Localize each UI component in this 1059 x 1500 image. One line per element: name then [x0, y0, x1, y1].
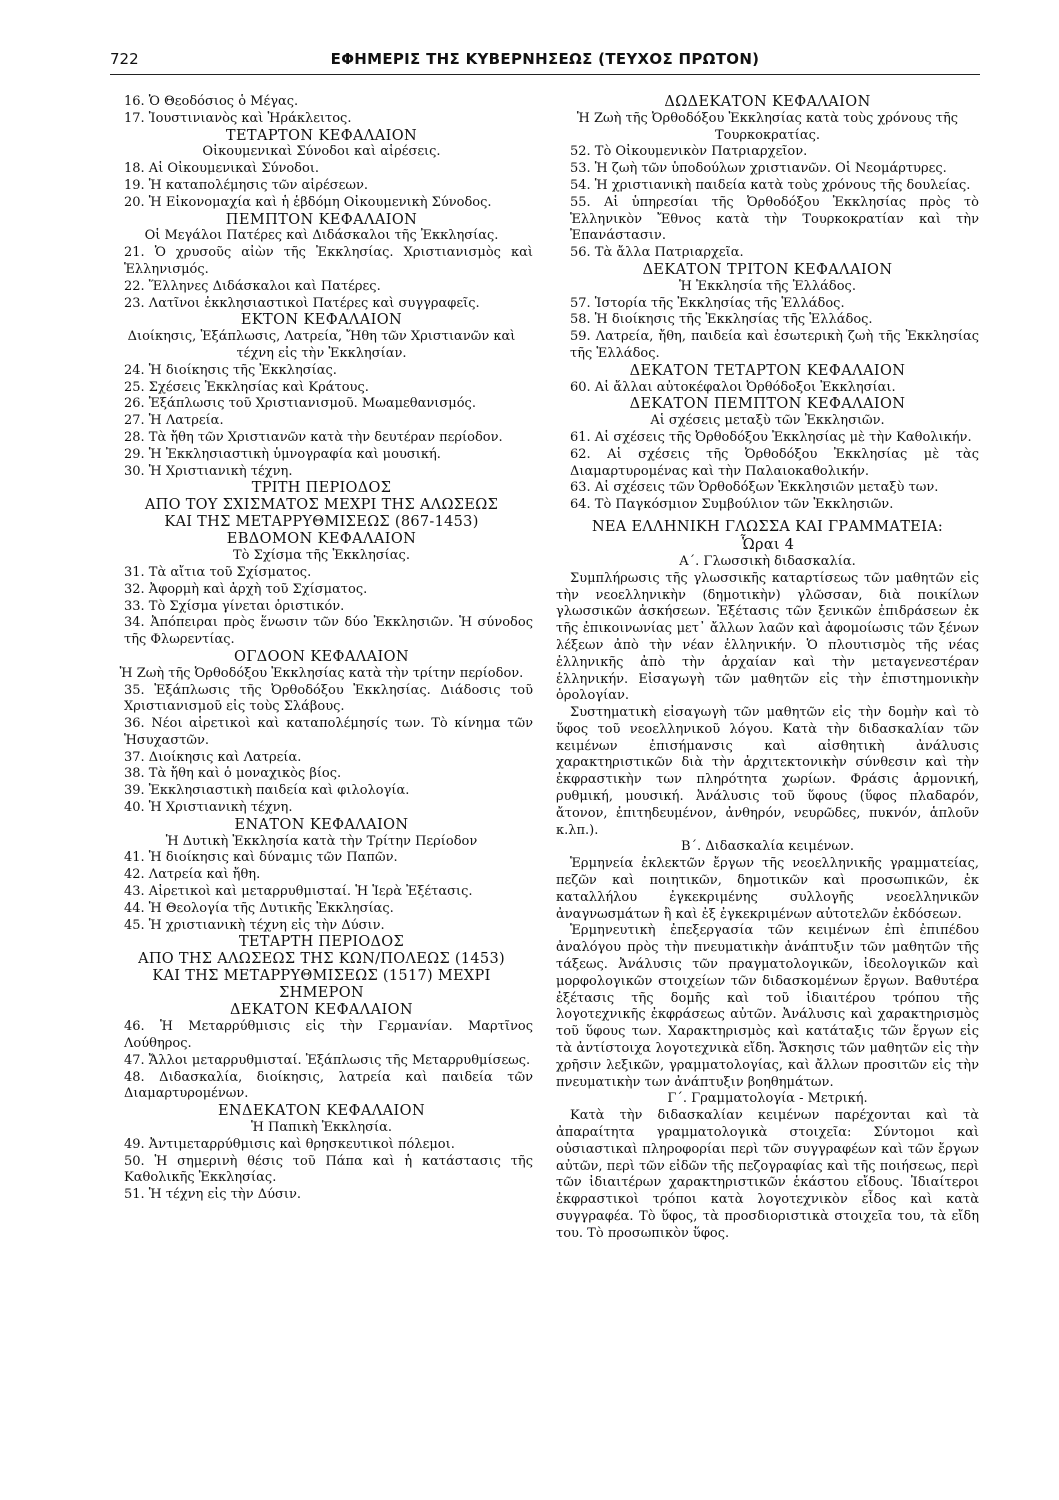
list-item: 58. Ἡ διοίκησις τῆς Ἐκκλησίας τῆς Ἑλλάδος. [570, 312, 873, 328]
paragraph: Κατὰ τὴν διδασκαλίαν κειμένων παρέχονται καὶ τὰ ἀπαραίτητα γραμματολογικὰ στοιχεῖα: Σύντομοι καὶ οὐσιαστικαὶ πληροφορίαι περὶ τῶν συγγραφέων καὶ τῶν ἔργων αὐτῶν, περὶ τῶν εἰδῶν τῆς πεζογραφίας καὶ τῆς ποιήσεως, περὶ τῶν ἰδιαιτέρων χαρακτηριστικῶν ἑκάστου εἴδους. Ἰδιαίτεροι ἐκφραστικοὶ τρόποι κατὰ λογοτεχνικὸν εἶδος καὶ κατὰ συγγραφέα. Τὸ ὕφος, τὰ προσδιοριστικὰ στοιχεῖα του, τὰ εἴδη του. Τὸ προσωπικὸν ὕφος. [556, 1108, 979, 1241]
list-item: 62. Αἱ σχέσεις τῆς Ὀρθοδόξου Ἐκκλησίας μὲ τὰς Διαμαρτυρομένας καὶ τὴν Παλαιοκαθολικήν. [570, 446, 979, 479]
chapter-subtitle: Τὸ Σχίσμα τῆς Ἐκκλησίας. [233, 548, 410, 564]
chapter-subtitle: Ἡ Ἐκκλησία τῆς Ἑλλάδος. [679, 278, 856, 294]
gazette-title: ΕΦΗΜΕΡΙΣ ΤΗΣ ΚΥΒΕΡΝΗΣΕΩΣ (ΤΕΥΧΟΣ ΠΡΩΤΟΝ) [330, 50, 760, 68]
list-item: 45. Ἡ χριστιανικὴ τέχνη εἰς τὴν Δύσιν. [124, 917, 385, 933]
list-item: 29. Ἡ Ἐκκλησιαστικὴ ὑμνογραφία καὶ μουσική. [124, 446, 441, 462]
list-item: 40. Ἡ Χριστιανικὴ τέχνη. [124, 800, 293, 816]
page-number: 722 [110, 50, 139, 68]
page-header [110, 44, 980, 75]
list-item: 41. Ἡ διοίκησις καὶ δύναμις τῶν Παπῶν. [124, 850, 398, 866]
list-item: 46. Ἡ Μεταρρύθμισις εἰς τὴν Γερμανίαν. Μαρτῖνος Λούθηρος. [124, 1019, 533, 1052]
list-item: 49. Ἀντιμεταρρύθμισις καὶ θρησκευτικοὶ πόλεμοι. [124, 1136, 455, 1152]
list-item: 61. Αἱ σχέσεις τῆς Ὀρθοδόξου Ἐκκλησίας μὲ τὴν Καθολικήν. [570, 429, 972, 445]
list-item: 60. Αἱ ἄλλαι αὐτοκέφαλοι Ὀρθόδοξοι Ἐκκλησίαι. [570, 379, 896, 395]
chapter-heading: ΔΕΚΑΤΟΝ ΚΕΦΑΛΑΙΟΝ [229, 1002, 414, 1019]
list-item: 56. Τὰ ἄλλα Πατριαρχεῖα. [570, 245, 744, 261]
list-item: 57. Ἱστορία τῆς Ἐκκλησίας τῆς Ἑλλάδος. [570, 295, 845, 311]
chapter-heading: ΔΕΚΑΤΟΝ ΤΡΙΤΟΝ ΚΕΦΑΛΑΙΟΝ [642, 261, 893, 278]
period-subheading: ΑΠΟ ΤΗΣ ΑΛΩΣΕΩΣ ΤΗΣ ΚΩΝ/ΠΟΛΕΩΣ (1453) [138, 951, 505, 968]
list-item: 28. Τὰ ἤθη τῶν Χριστιανῶν κατὰ τὴν δευτέραν περίοδον. [124, 429, 503, 445]
list-item: 52. Τὸ Οἰκουμενικὸν Πατριαρχεῖον. [570, 144, 808, 160]
list-item: 22. Ἕλληνες Διδάσκαλοι καὶ Πατέρες. [124, 278, 381, 294]
chapter-subtitle: Ἡ Δυτικὴ Ἐκκλησία κατὰ τὴν Τρίτην Περίοδον [165, 833, 478, 849]
list-item: 44. Ἡ Θεολογία τῆς Δυτικῆς Ἐκκλησίας. [124, 900, 394, 916]
chapter-subtitle: Οἱ Μεγάλοι Πατέρες καὶ Διδάσκαλοι τῆς Ἐκκλησίας. [144, 228, 499, 244]
list-item: 37. Διοίκησις καὶ Λατρεία. [124, 749, 302, 765]
list-item: 48. Διδασκαλία, διοίκησις, λατρεία καὶ παιδεία τῶν Διαμαρτυρομένων. [124, 1069, 533, 1102]
period-subheading: ΚΑΙ ΤΗΣ ΜΕΤΑΡΡΥΘΜΙΣΕΩΣ (867-1453) [164, 514, 479, 531]
list-item: 30. Ἡ Χριστιανικὴ τέχνη. [124, 463, 293, 479]
list-item: 32. Ἀφορμὴ καὶ ἀρχὴ τοῦ Σχίσματος. [124, 581, 368, 597]
list-item: 23. Λατῖνοι ἐκκλησιαστικοὶ Πατέρες καὶ συγγραφεῖς. [124, 295, 480, 311]
chapter-heading: ΕΝΔΕΚΑΤΟΝ ΚΕΦΑΛΑΙΟΝ [217, 1103, 426, 1120]
chapter-heading: ΔΕΚΑΤΟΝ ΤΕΤΑΡΤΟΝ ΚΕΦΑΛΑΙΟΝ [629, 362, 906, 379]
list-item: 43. Αἱρετικοὶ καὶ μεταρρυθμισταί. Ἡ Ἱερὰ Ἐξέτασις. [124, 884, 473, 900]
list-item: 21. Ὁ χρυσοῦς αἰὼν τῆς Ἐκκλησίας. Χριστιανισμὸς καὶ Ἑλληνισμός. [124, 245, 533, 277]
section-heading: Β΄. Διδασκαλία κειμένων. [680, 839, 855, 855]
chapter-subtitle: Διοίκησις, Ἐξάπλωσις, Λατρεία, Ἤθη τῶν Χριστιανῶν καὶ τέχνη εἰς τὴν Ἐκκλησίαν. [127, 329, 516, 361]
subject-hours: Ὧραι 4 [740, 536, 795, 553]
list-item: 53. Ἡ ζωὴ τῶν ὑποδούλων χριστιανῶν. Οἱ Νεομάρτυρες. [570, 161, 947, 177]
list-item: 19. Ἡ καταπολέμησις τῶν αἱρέσεων. [124, 177, 369, 193]
chapter-heading: ΠΕΜΠΤΟΝ ΚΕΦΑΛΑΙΟΝ [225, 211, 418, 228]
list-item: 33. Τὸ Σχίσμα γίνεται ὁριστικόν. [124, 598, 345, 614]
chapter-heading: ΕΚΤΟΝ ΚΕΦΑΛΑΙΟΝ [240, 312, 403, 329]
period-heading: ΤΕΤΑΡΤΗ ΠΕΡΙΟΔΟΣ [238, 934, 405, 951]
list-item: 64. Τὸ Παγκόσμιον Συμβούλιον τῶν Ἐκκλησιῶν. [570, 497, 894, 513]
list-item: 59. Λατρεία, ἤθη, παιδεία καὶ ἐσωτερικὴ ζωὴ τῆς Ἐκκλησίας τῆς Ἑλλάδος. [570, 329, 979, 361]
list-item: 18. Αἱ Οἰκουμενικαὶ Σύνοδοι. [124, 161, 320, 177]
chapter-heading: ΔΕΚΑΤΟΝ ΠΕΜΠΤΟΝ ΚΕΦΑΛΑΙΟΝ [629, 396, 906, 413]
list-item: 38. Τὰ ἤθη καὶ ὁ μοναχικὸς βίος. [124, 766, 342, 782]
right-column [556, 94, 979, 1243]
list-item: 47. Ἄλλοι μεταρρυθμισταί. Ἐξάπλωσις τῆς Μεταρρυθμίσεως. [124, 1052, 531, 1068]
list-item: 54. Ἡ χριστιανικὴ παιδεία κατὰ τοὺς χρόνους τῆς δουλείας. [570, 177, 971, 193]
chapter-subtitle: Ἡ Ζωὴ τῆς Ὀρθοδόξου Ἐκκλησίας κατὰ τοὺς χρόνους τῆς Τουρκοκρατίας. [576, 110, 959, 143]
chapter-subtitle: Ἡ Παπικὴ Ἐκκλησία. [250, 1120, 393, 1136]
list-item: 36. Νέοι αἱρετικοὶ καὶ καταπολέμησίς των. Τὸ κίνημα τῶν Ἡσυχαστῶν. [124, 716, 533, 748]
paragraph: Ἑρμηνεία ἐκλεκτῶν ἔργων τῆς νεοελληνικῆς γραμματείας, πεζῶν καὶ ποιητικῶν, δημοτικῶν καὶ προσωπικῶν, ἐκ καταλλήλου ἐγκεκριμένης συλλογῆς νεοελληνικῶν ἀναγνωσμάτων ἢ καὶ ἐξ ἐγκεκριμένων αὐτοτελῶν ἐκδόσεων. [556, 856, 979, 922]
chapter-heading: ΤΕΤΑΡΤΟΝ ΚΕΦΑΛΑΙΟΝ [225, 127, 418, 144]
period-heading: ΤΡΙΤΗ ΠΕΡΙΟΔΟΣ [251, 480, 392, 497]
chapter-heading: ΔΩΔΕΚΑΤΟΝ ΚΕΦΑΛΑΙΟΝ [664, 94, 871, 110]
subject-heading: ΝΕΑ ΕΛΛΗΝΙΚΗ ΓΛΩΣΣΑ ΚΑΙ ΓΡΑΜΜΑΤΕΙΑ: [591, 518, 944, 535]
period-subheading: ΑΠΟ ΤΟΥ ΣΧΙΣΜΑΤΟΣ ΜΕΧΡΙ ΤΗΣ ΑΛΩΣΕΩΣ [144, 497, 499, 514]
list-item: 35. Ἐξάπλωσις τῆς Ὀρθοδόξου Ἐκκλησίας. Διάδοσις τοῦ Χριστιανισμοῦ εἰς τοὺς Σλάβους. [124, 682, 533, 715]
list-item: 51. Ἡ τέχνη εἰς τὴν Δύσιν. [124, 1187, 302, 1203]
list-item: 27. Ἡ Λατρεία. [124, 413, 224, 429]
list-item: 24. Ἡ διοίκησις τῆς Ἐκκλησίας. [124, 362, 337, 378]
list-item: 16. Ὁ Θεοδόσιος ὁ Μέγας. [124, 94, 299, 109]
list-item: 50. Ἡ σημερινὴ θέσις τοῦ Πάπα καὶ ἡ κατάστασις τῆς Καθολικῆς Ἐκκλησίας. [124, 1153, 533, 1186]
list-item: 42. Λατρεία καὶ ἤθη. [124, 867, 261, 883]
list-item: 55. Αἱ ὑπηρεσίαι τῆς Ὀρθοδόξου Ἐκκλησίας πρὸς τὸ Ἑλληνικὸν Ἔθνος κατὰ τὴν Τουρκοκρατίαν καὶ τὴν Ἐπανάστασιν. [570, 194, 979, 244]
list-item: 17. Ἰουστινιανὸς καὶ Ἡράκλειτος. [124, 110, 352, 126]
left-column [110, 94, 533, 1204]
list-item: 63. Αἱ σχέσεις τῶν Ὀρθοδόξων Ἐκκλησιῶν μεταξὺ των. [570, 480, 939, 496]
chapter-subtitle: Οἰκουμενικαὶ Σύνοδοι καὶ αἱρέσεις. [202, 144, 441, 160]
period-subheading: ΚΑΙ ΤΗΣ ΜΕΤΑΡΡΥΘΜΙΣΕΩΣ (1517) ΜΕΧΡΙ [152, 968, 491, 985]
paragraph: Συστηματικὴ εἰσαγωγὴ τῶν μαθητῶν εἰς τὴν δομὴν καὶ τὸ ὕφος τοῦ νεοελληνικοῦ λόγου. Κατὰ τὴν διδασκαλίαν τῶν κειμένων ἐπισήμανσις καὶ αἰσθητικὴ ἀνάλυσις χαρακτηριστικῶν διὰ τὴν ἀρχιτεκτονικὴν σύνθεσιν καὶ τὴν ἐκφραστικὴν των πληρότητα χωρίων. Φράσις ἁρμονική, ρυθμική, μουσική. Ἀνάλυσις τοῦ ὕφους (ὕφος πλαδαρόν, ἄτονον, ἐπιτηδευμένον, ἀνθηρόν, νευρῶδες, πυκνόν, ἁπλοῦν κ.λπ.). [556, 705, 979, 838]
paragraph: Ἑρμηνευτικὴ ἐπεξεργασία τῶν κειμένων ἐπὶ ἐπιπέδου ἀναλόγου πρὸς τὴν πνευματικὴν ἀνάπτυξιν τῶν μαθητῶν τῆς τάξεως. Ἀνάλυσις τῶν πραγματολογικῶν, ἰδεολογικῶν καὶ μορφολογικῶν στοιχείων τῶν διδασκομένων ἔργων. Βαθυτέρα ἐξέτασις τῆς δομῆς καὶ τοῦ ἰδιαιτέρου τρόπου τῆς λογοτεχνικῆς ἐκφράσεως αὐτῶν. Ἀνάλυσις καὶ χαρακτηρισμὸς τοῦ ὕφους των. Χαρακτηρισμὸς καὶ κατάταξις τῶν ἔργων εἰς τὰ ἀντίστοιχα λογοτεχνικὰ εἴδη. Ἄσκησις τῶν μαθητῶν εἰς τὴν χρῆσιν λεξικῶν, γραμματολογίας, καὶ ἄλλων προσιτῶν εἰς τὴν πνευματικὴν των ἀνάπτυξιν βοηθημάτων. [556, 923, 979, 1090]
period-subheading: ΣΗΜΕΡΟΝ [279, 985, 364, 1002]
list-item: 25. Σχέσεις Ἐκκλησίας καὶ Κράτους. [124, 379, 369, 395]
list-item: 20. Ἡ Εἰκονομαχία καὶ ἡ ἑβδόμη Οἰκουμενικὴ Σύνοδος. [124, 194, 492, 210]
list-item: 39. Ἐκκλησιαστικὴ παιδεία καὶ φιλολογία. [124, 783, 410, 799]
chapter-heading: ΟΓΔΟΟΝ ΚΕΦΑΛΑΙΟΝ [234, 648, 409, 665]
paragraph: Συμπλήρωσις τῆς γλωσσικῆς καταρτίσεως τῶν μαθητῶν εἰς τὴν νεοελληνικὴν (δημοτικὴν) γλῶσσαν, διὰ ποικίλων γλωσσικῶν ἀσκήσεων. Ἐξέτασις τῶν ξενικῶν ἐπιδράσεων ἐκ τῆς ἐπικοινωνίας μετ᾿ ἄλλων λαῶν καὶ ἀφομοίωσις τῶν ξένων λέξεων ἀπὸ τὴν νέαν ἑλληνικήν. Ὁ πλουτισμὸς τῆς νέας ἑλληνικῆς ἀπὸ τὴν ἀρχαίαν καὶ τὴν μεταγενεστέραν ἑλληνικήν. Εἰσαγωγὴ τῶν μαθητῶν εἰς τὴν ἐπιστημονικὴν ὁρολογίαν. [556, 570, 979, 704]
section-heading: Γ΄. Γραμματολογία - Μετρική. [667, 1091, 868, 1107]
section-heading: Α΄. Γλωσσικὴ διδασκαλία. [679, 553, 856, 569]
chapter-subtitle: Αἱ σχέσεις μεταξὺ τῶν Ἐκκλησιῶν. [650, 413, 885, 429]
chapter-heading: ΕΝΑΤΟΝ ΚΕΦΑΛΑΙΟΝ [234, 816, 409, 833]
chapter-heading: ΕΒΔΟΜΟΝ ΚΕΦΑΛΑΙΟΝ [226, 531, 417, 548]
list-item: 26. Ἐξάπλωσις τοῦ Χριστιανισμοῦ. Μωαμεθανισμός. [124, 396, 476, 412]
list-item: 34. Ἀπόπειραι πρὸς ἕνωσιν τῶν δύο Ἐκκλησιῶν. Ἡ σύνοδος τῆς Φλωρεντίας. [124, 615, 533, 648]
list-item: 31. Τὰ αἴτια τοῦ Σχίσματος. [124, 564, 312, 580]
chapter-subtitle: Ἡ Ζωὴ τῆς Ὀρθοδόξου Ἐκκλησίας κατὰ τὴν τρίτην περίοδον. [119, 665, 524, 681]
